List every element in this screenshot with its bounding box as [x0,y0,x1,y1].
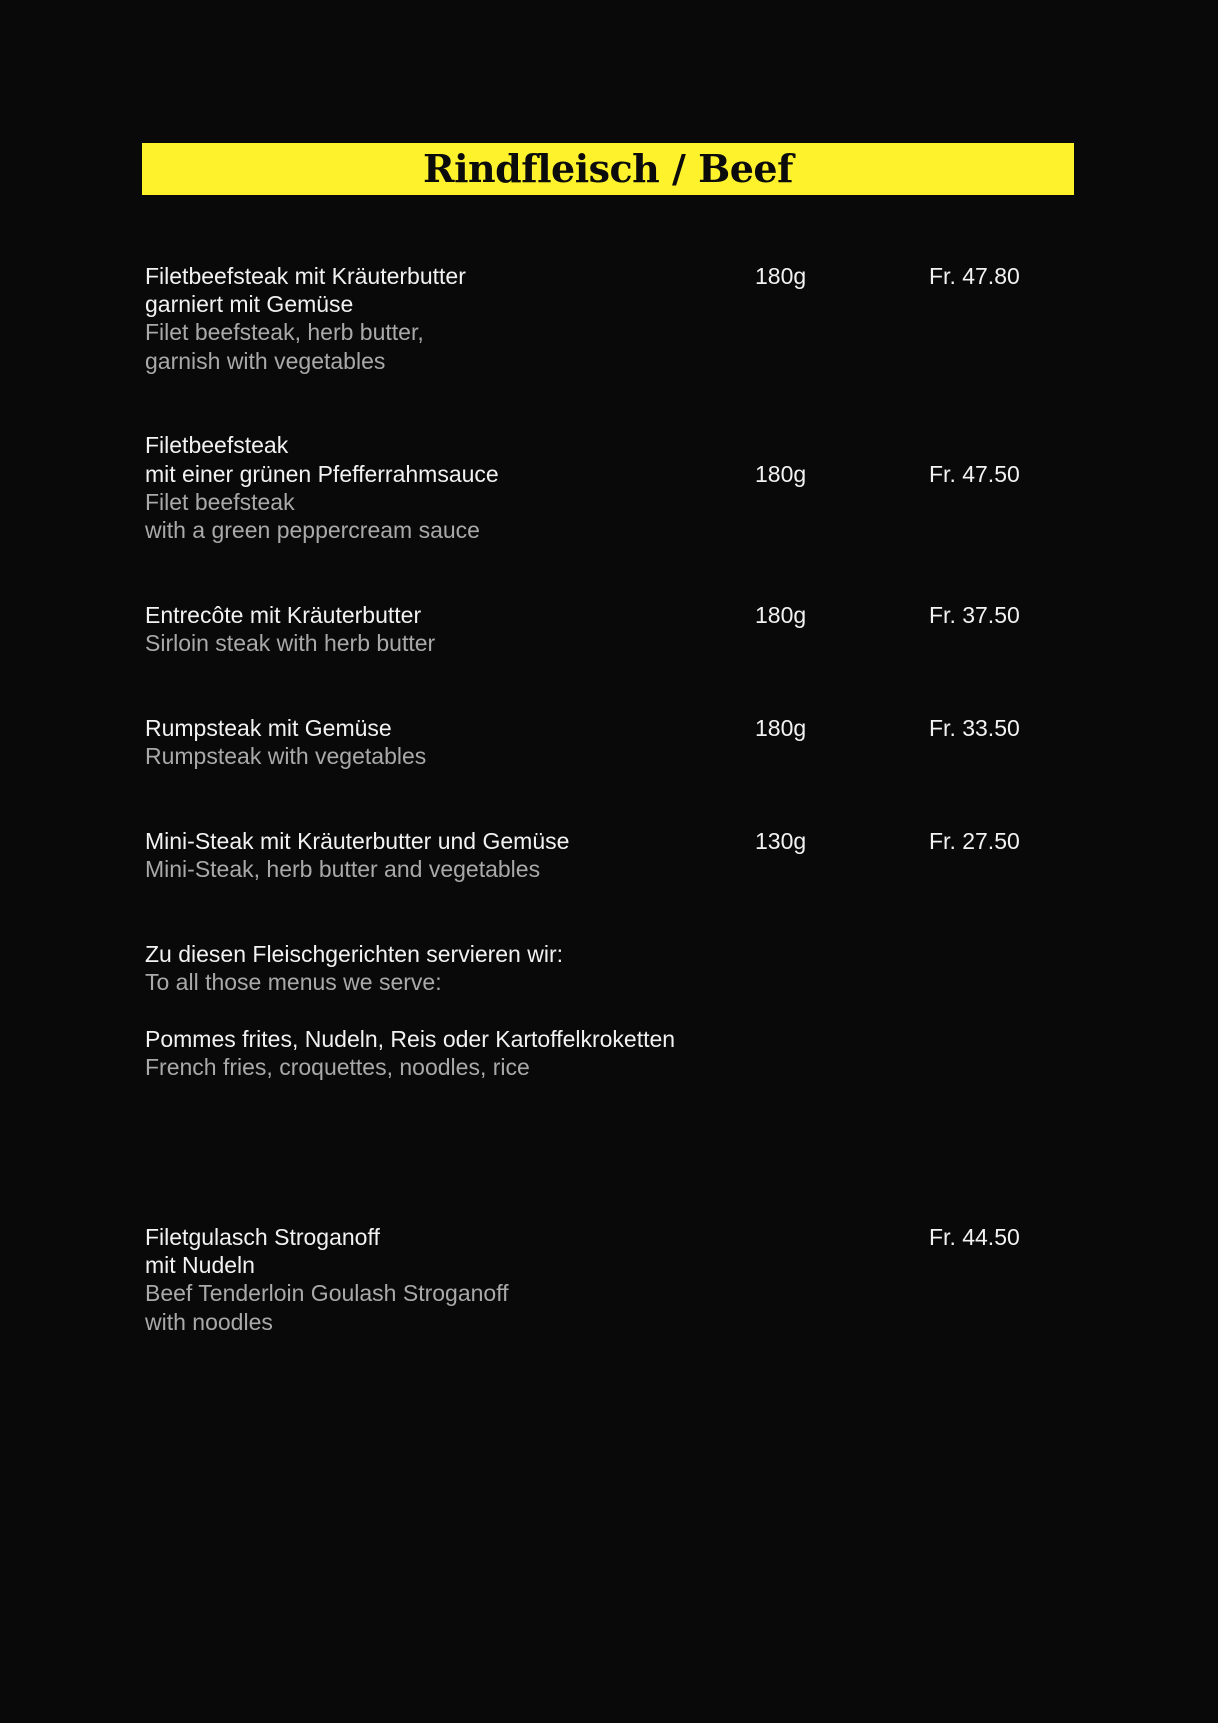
item-name-de-line2: mit einer grünen Pfefferrahmsauce [145,461,499,487]
item-name-de-line1: Filetgulasch Stroganoff [145,1224,380,1250]
item-weight: 180g [755,602,807,628]
item-name-de-line1: Filetbeefsteak [145,432,289,458]
item-name-en: Sirloin steak with herb butter [145,630,436,656]
item-name-en-line1: Beef Tenderloin Goulash Stroganoff [145,1280,509,1306]
item-price: Fr. 47.50 [929,461,1020,487]
sides-intro-de: Zu diesen Fleischgerichten servieren wir: [145,941,564,967]
title-banner [142,143,1074,195]
item-name-de: Rumpsteak mit Gemüse [145,715,392,741]
item-name-de-line2: mit Nudeln [145,1252,255,1278]
item-weight: 180g [755,461,807,487]
item-name-en-line1: Filet beefsteak, herb butter, [145,319,424,345]
item-name-en-line2: with noodles [145,1309,273,1335]
item-price: Fr. 47.80 [929,263,1020,289]
item-weight: 180g [755,715,807,741]
item-weight: 130g [755,828,807,854]
item-name-de-line2: garniert mit Gemüse [145,291,354,317]
item-name-en: Mini-Steak, herb butter and vegetables [145,856,541,882]
item-weight: 180g [755,263,807,289]
sides-list-de: Pommes frites, Nudeln, Reis oder Kartoffelkroketten [145,1026,676,1052]
item-name-en-line1: Filet beefsteak [145,489,295,515]
item-name-de: Entrecôte mit Kräuterbutter [145,602,422,628]
item-price: Fr. 27.50 [929,828,1020,854]
item-price: Fr. 33.50 [929,715,1020,741]
item-name-en-line2: with a green peppercream sauce [145,517,480,543]
item-name-en-line2: garnish with vegetables [145,348,386,374]
page-title: Rindfleisch / Beef [423,146,793,191]
sides-intro-en: To all those menus we serve: [145,969,442,995]
item-name-en: Rumpsteak with vegetables [145,743,427,769]
item-name-de: Mini-Steak mit Kräuterbutter und Gemüse [145,828,570,854]
sides-list-en: French fries, croquettes, noodles, rice [145,1054,530,1080]
item-price: Fr. 44.50 [929,1224,1020,1250]
item-name-de-line1: Filetbeefsteak mit Kräuterbutter [145,263,466,289]
item-price: Fr. 37.50 [929,602,1020,628]
